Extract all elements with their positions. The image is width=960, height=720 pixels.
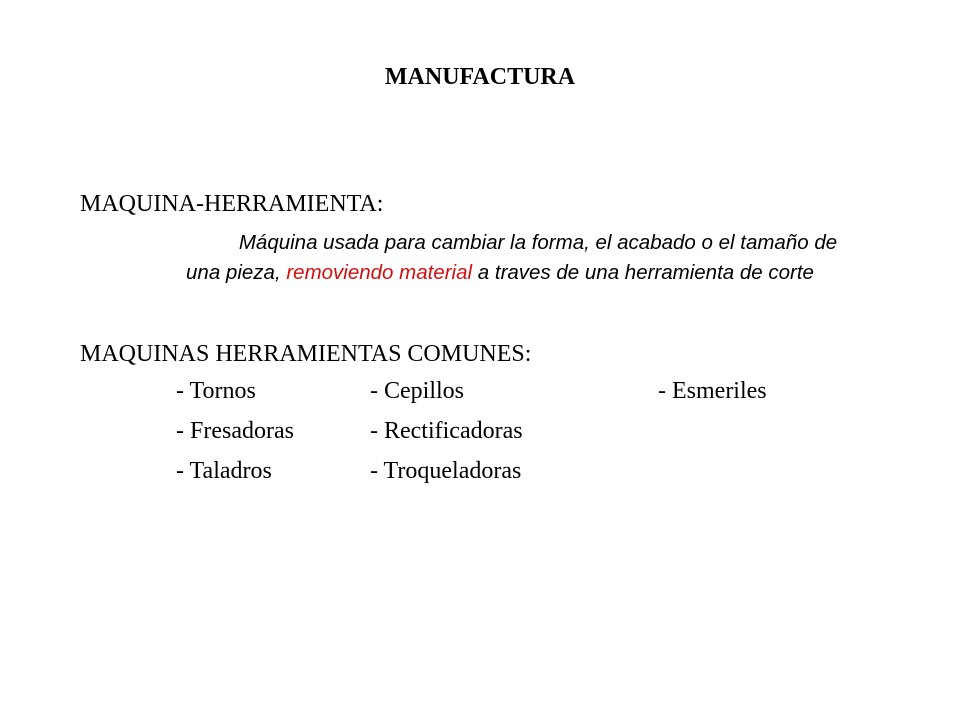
definition-text-part-2: una pieza, xyxy=(186,261,287,284)
machine-list-row xyxy=(0,374,960,408)
definition-text-part-3: a traves de una herramienta de corte xyxy=(472,261,814,284)
machine-item-fresadoras: - Fresadoras xyxy=(176,418,294,444)
definition-highlight: removiendo material xyxy=(286,261,473,284)
machine-item-esmeriles: - Esmeriles xyxy=(658,378,767,404)
definition-text-part-1: Máquina usada para cambiar la forma, el acabado o el tamaño de xyxy=(238,231,838,254)
machine-item-cepillos: - Cepillos xyxy=(370,378,464,404)
machine-list-row xyxy=(0,454,960,488)
slide-title: MANUFACTURA xyxy=(384,64,576,90)
section-heading-maquinas-comunes: MAQUINAS HERRAMIENTAS COMUNES: xyxy=(80,341,532,367)
machine-item-taladros: - Taladros xyxy=(176,458,272,484)
machine-item-troqueladoras: - Troqueladoras xyxy=(370,458,522,484)
machine-list-row xyxy=(0,414,960,448)
definition-paragraph xyxy=(100,228,900,288)
section-heading-maquina-herramienta: MAQUINA-HERRAMIENTA: xyxy=(80,191,384,217)
machine-item-tornos: - Tornos xyxy=(176,378,256,404)
machine-item-rectificadoras: - Rectificadoras xyxy=(370,418,523,444)
